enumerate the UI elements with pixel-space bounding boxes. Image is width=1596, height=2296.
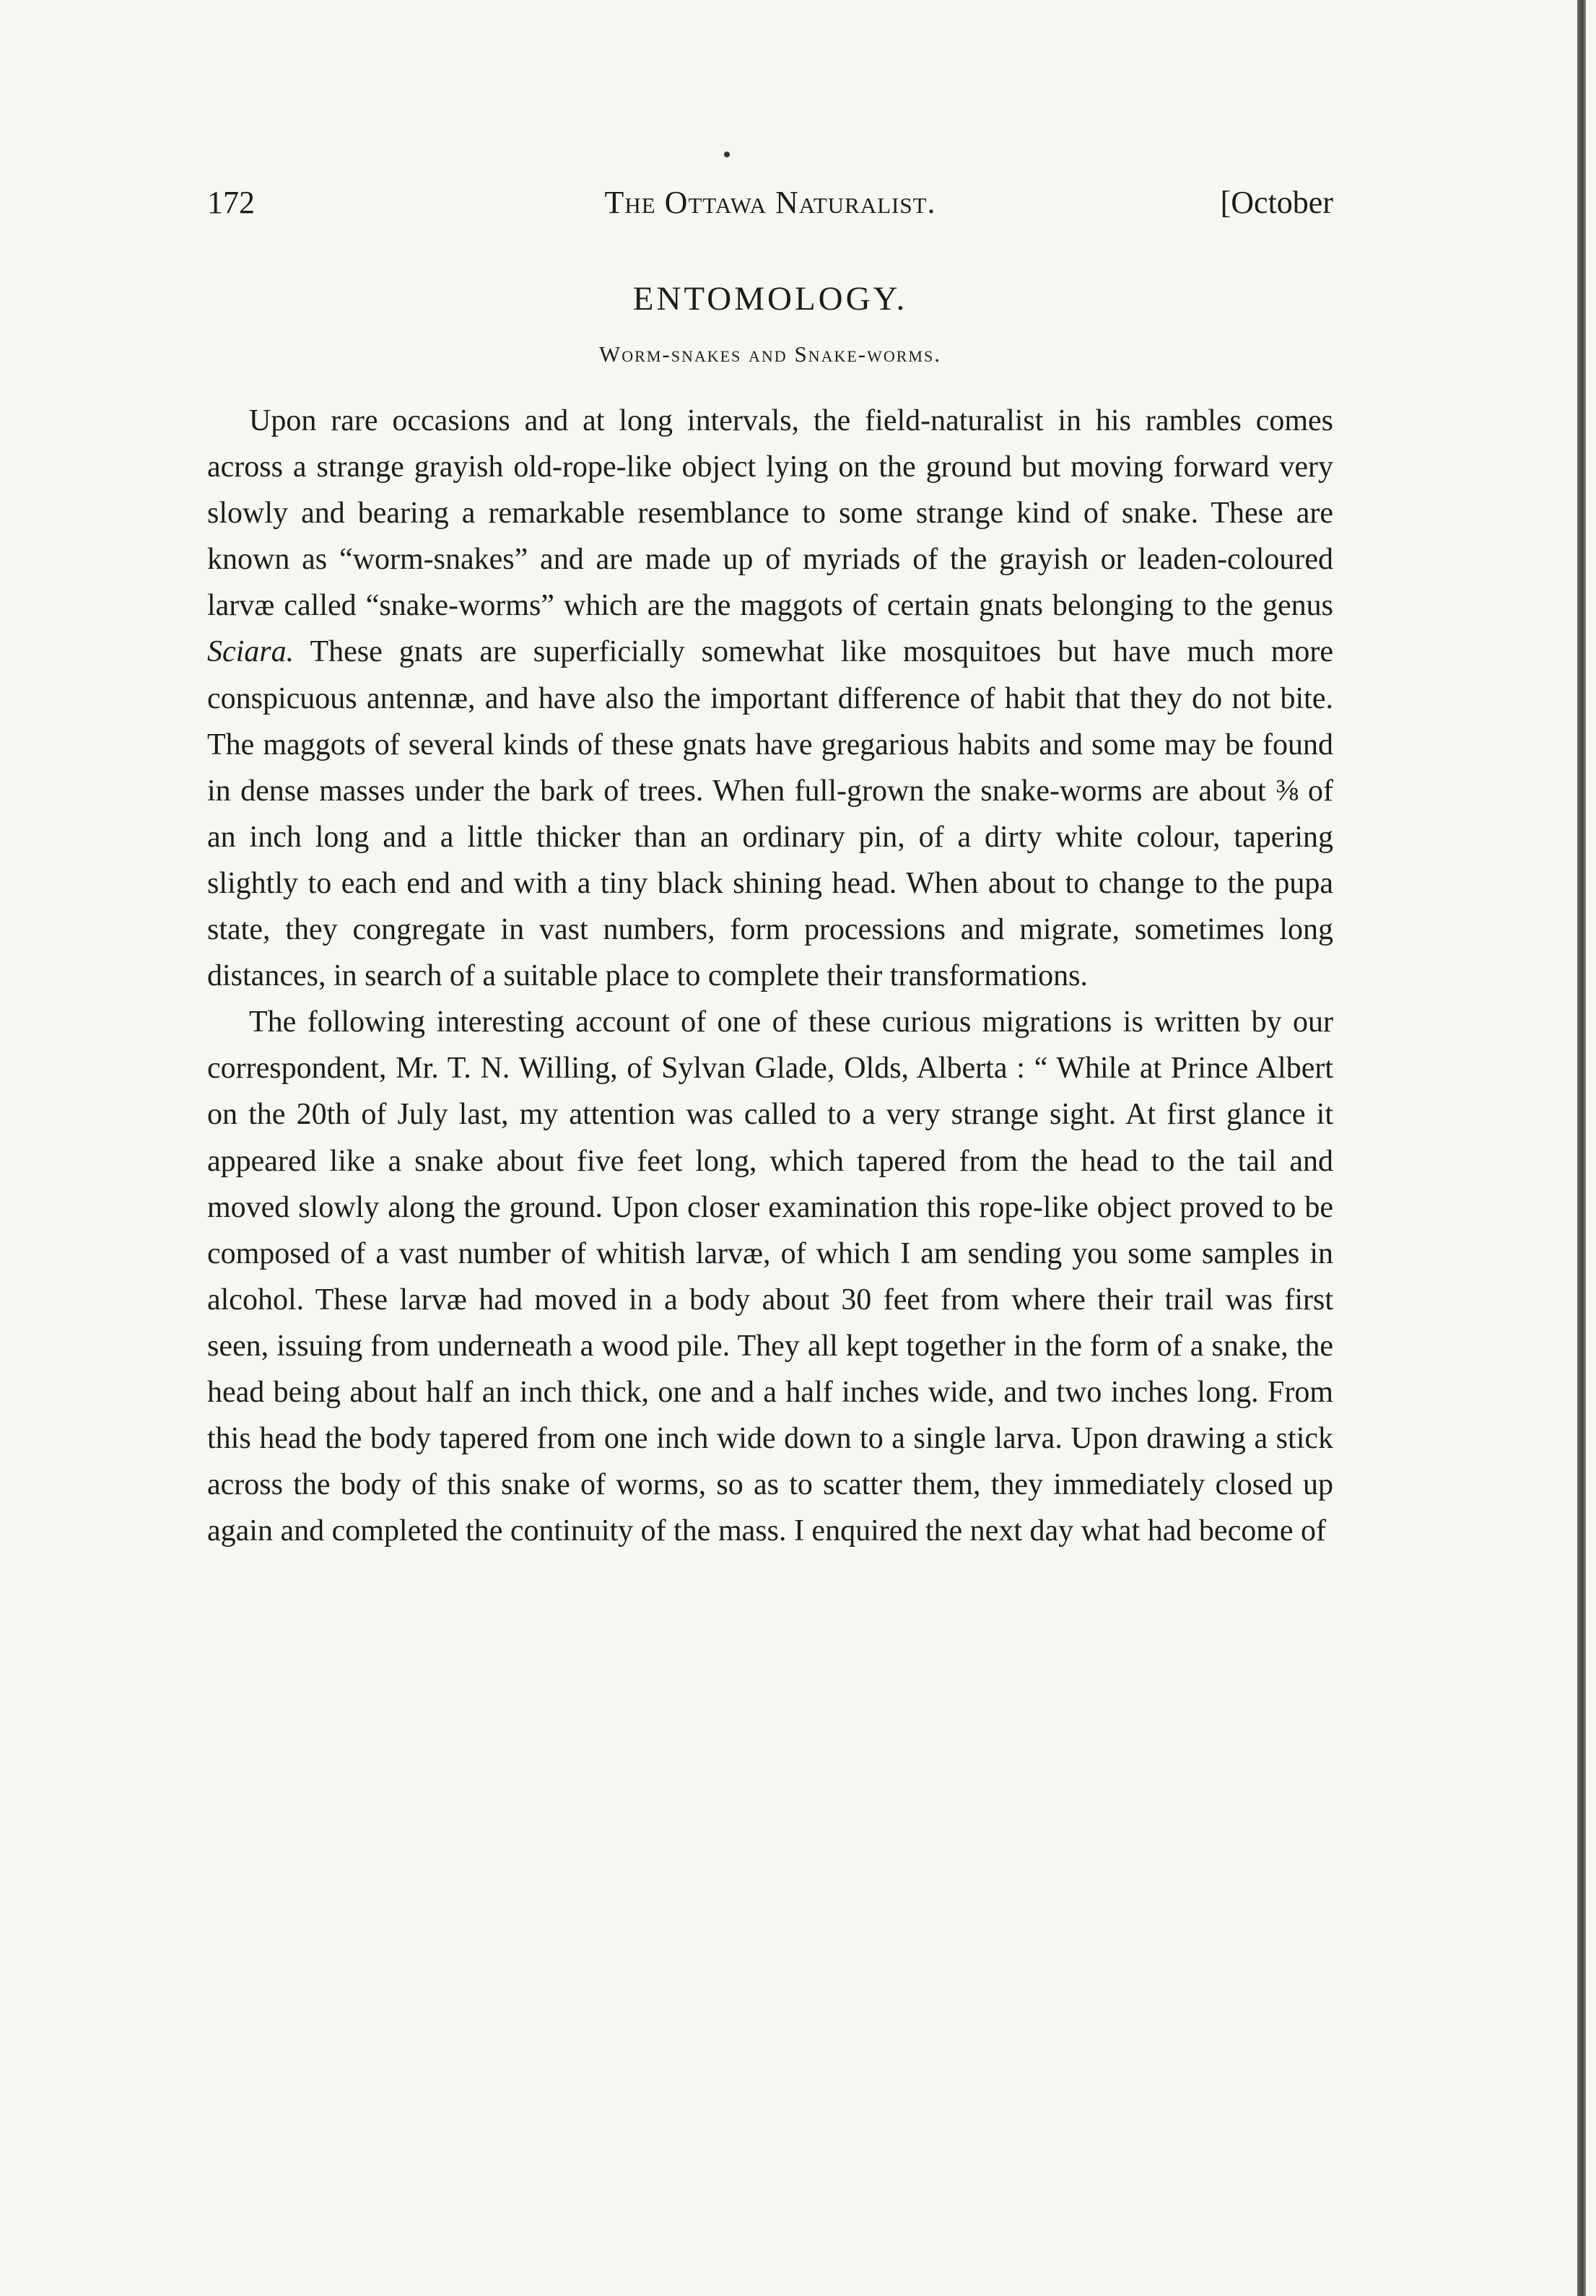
paragraph-1-text-a: Upon rare occasions and at long intervals, the field-naturalist in his rambles comes across a strange grayish old-rope-like object lying on the ground but moving forward very slowly and bearing a remarkable resemblance to some strange kind of snake. These are known as “worm-snakes” and are made up of myriads of the grayish or leaden-coloured larvæ called “snake-worms” which are the maggots of certain gnats belonging to the genus: [207, 404, 1333, 623]
document-page: [207, 170, 1333, 1554]
article-body: [207, 398, 1333, 1554]
paragraph-1: [207, 398, 1333, 999]
paragraph-1-text-b: These gnats are superficially somewhat like mosquitoes but have much more conspicuous antennæ, and have also the important difference of habit that they do not bite. The maggots of several kinds of these gnats have gregarious habits and some may be found in dense masses under the bark of trees. When full-grown the snake-worms are about ⅜ of an inch long and a little thicker than an ordinary pin, of a dirty white colour, tapering slightly to each end and with a tiny black shining head. When about to change to the pupa state, they congregate in vast numbers, form processions and migrate, sometimes long distances, in search of a suitable place to complete their transformations.: [207, 635, 1333, 993]
genus-name: Sciara.: [207, 635, 295, 669]
page-number: 172: [207, 185, 255, 220]
article-title: Worm-snakes and Snake-worms.: [599, 341, 941, 367]
issue-month: [October: [1220, 185, 1333, 220]
journal-title: The Ottawa Naturalist.: [604, 185, 936, 220]
section-title: ENTOMOLOGY.: [632, 280, 908, 318]
scan-edge-shadow: [1577, 0, 1586, 2296]
paragraph-2: The following interesting account of one of these curious migrations is written by our correspondent, Mr. T. N. Willing, of Sylvan Glade, Olds, Alberta : “ While at Prince Albert on the 20th of July last, my attention was called to a very strange sight. At first glance it appeared like a snake about five feet long, which tapered from the head to the tail and moved slowly along the ground. Upon closer examination this rope-like object proved to be composed of a vast number of whitish larvæ, of which I am sending you some samples in alcohol. These larvæ had moved in a body about 30 feet from where their trail was first seen, issuing from underneath a wood pile. They all kept together in the form of a snake, the head being about half an inch thick, one and a half inches wide, and two inches long. From this head the body tapered from one inch wide down to a single larva. Upon drawing a stick across the body of this snake of worms, so as to scatter them, they immediately closed up again and completed the continuity of the mass. I enquired the next day what had become of: [207, 1005, 1333, 1548]
running-head: [207, 170, 1333, 220]
scan-speck: [724, 152, 730, 157]
